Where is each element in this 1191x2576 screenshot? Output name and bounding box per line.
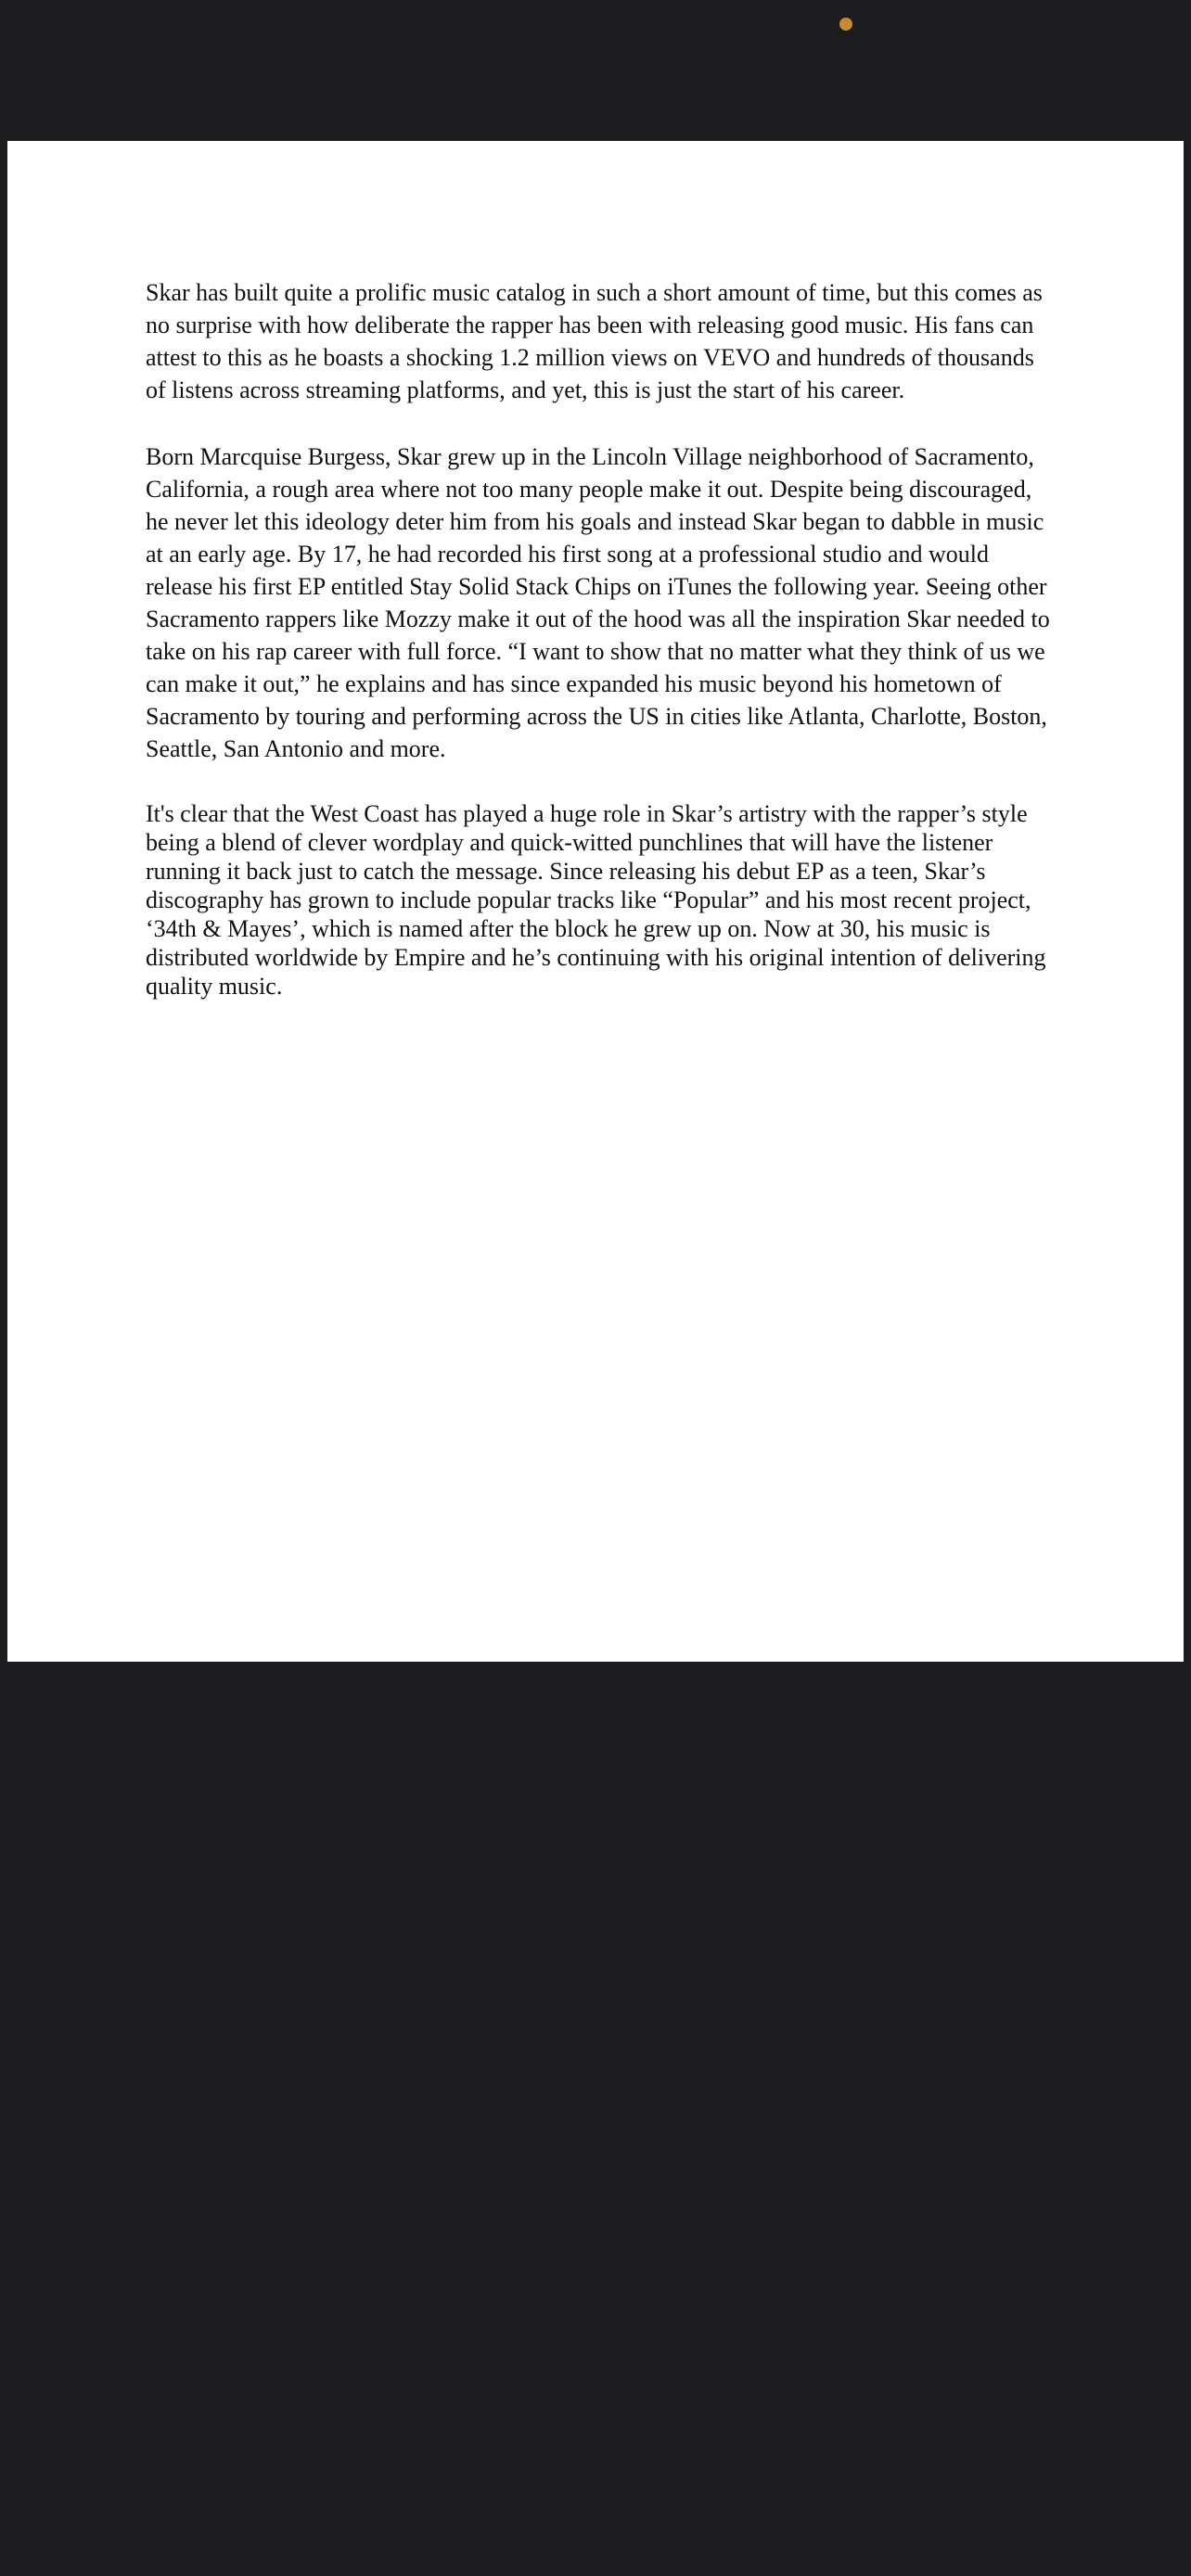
document-page[interactable] <box>7 141 1184 1662</box>
status-bar <box>0 0 1191 141</box>
privacy-indicator-dot-icon <box>839 18 852 31</box>
document-body <box>146 276 1055 1035</box>
empty-background <box>0 1662 1191 2576</box>
paragraph-artistry: It's clear that the West Coast has played a huge role in Skar’s artistry with the rapper’s style being a blend of clever wordplay and quick-witted punchlines that will have the listener running it back just to catch the message. Since releasing his debut EP as a teen, Skar’s discography has grown to include popular tracks like “Popular” and his most recent project, ‘34th & Mayes’, which is named after the block he grew up on. Now at 30, his music is distributed worldwide by Empire and he’s continuing with his original intention of delivering quality music. <box>146 800 1046 1000</box>
paragraph-intro: Skar has built quite a prolific music catalog in such a short amount of time, but this comes as no surprise with how deliberate the rapper has been with releasing good music. His fans can attest to this as he boasts a shocking 1.2 million views on VEVO and hundreds of thousands of listens across streaming platforms, and yet, this is just the start of his career. <box>146 279 1043 403</box>
paragraph-biography: Born Marcquise Burgess, Skar grew up in the Lincoln Village neighborhood of Sacramento, California, a rough area where not too many people make it out. Despite being discouraged, he never let this ideology deter him from his goals and instead Skar began to dabble in music at an early age. By 17, he had recorded his first song at a professional studio and would release his first EP entitled Stay Solid Stack Chips on iTunes the following year. Seeing other Sacramento rappers like Mozzy make it out of the hood was all the inspiration Skar needed to take on his rap career with full force. “I want to show that no matter what they think of us we can make it out,” he explains and has since expanded his music beyond his hometown of Sacramento by touring and performing across the US in cities like Atlanta, Charlotte, Boston, Seattle, San Antonio and more. <box>146 443 1050 762</box>
